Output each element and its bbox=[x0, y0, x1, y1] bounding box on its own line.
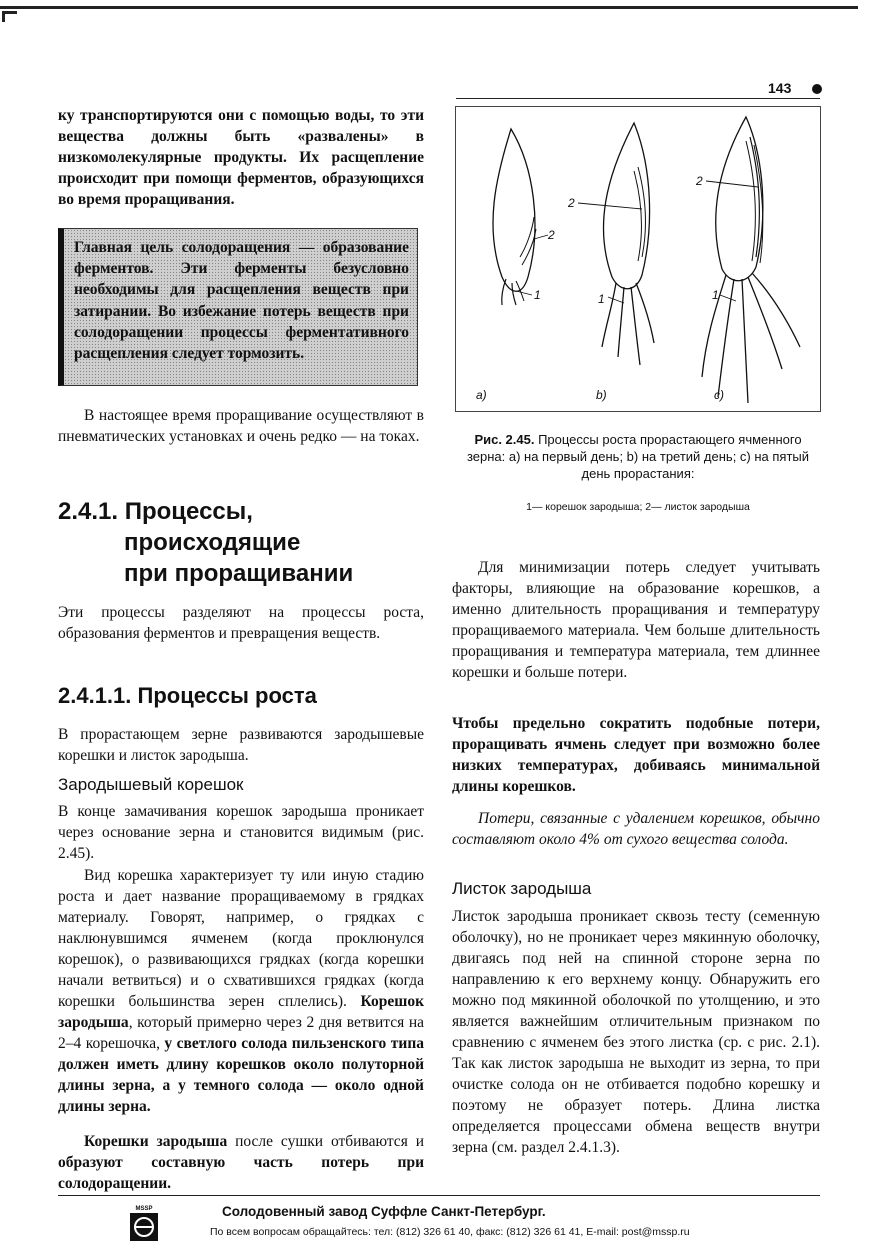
figure-caption-text: Процессы роста прорастающего ячменного зерна: a) на первый день; b) на третий день; c) на пятый день прорастания: bbox=[466, 432, 810, 481]
label-rootlet-c: 1 bbox=[712, 288, 719, 302]
section-title-line3: при проращивании bbox=[124, 560, 354, 587]
label-b: b) bbox=[596, 388, 607, 402]
label-rootlet-a: 1 bbox=[534, 288, 541, 302]
logo-text: MSSP bbox=[135, 1206, 153, 1212]
rootlet-paragraph-2 bbox=[58, 865, 424, 1117]
footer-contacts: По всем вопросам обращайтесь: тел: (812) 326 61 40, факс: (812) 326 61 41, E-mail: post@mssp.ru bbox=[210, 1226, 690, 1238]
label-a: a) bbox=[476, 388, 487, 402]
section-heading bbox=[58, 496, 438, 589]
top-rule bbox=[0, 6, 858, 9]
label-rootlet-b: 1 bbox=[598, 292, 605, 306]
section-title-line1: Процессы, bbox=[124, 498, 253, 525]
grain-day-3 bbox=[602, 123, 654, 365]
figure-caption bbox=[456, 431, 820, 482]
label-leaf-b: 2 bbox=[568, 196, 575, 210]
corner-mark bbox=[2, 11, 17, 22]
barley-growth-illustration bbox=[456, 107, 820, 411]
pneumatic-paragraph: В настоящее время проращивание осуществляют в пневматических установках и очень редко — на токах. bbox=[58, 407, 424, 445]
page-number: 143 bbox=[768, 80, 792, 96]
page-number-bullet bbox=[812, 84, 822, 94]
section-intro: Эти процессы разделяют на процессы роста, образования ферментов и превращения веществ. bbox=[58, 604, 424, 642]
label-leaf-a: 2 bbox=[548, 228, 555, 242]
header-rule bbox=[456, 98, 820, 99]
leaf-paragraph: Листок зародыша проникает сквозь тесту (семенную оболочку), но не проникает через мякинную оболочку, двигаясь под ней на спинной стороне зерна по направлению к его верхнему концу. Обнаружить его можно под мякинной оболочкой по утолщению, и это является важнейшим отличительным признаком по сравнению с ячменем без этого листка (ср. с рис. 2.1). Так как листок зародыша не выходит из зерна, то при очистке солода он не отбивается подобно корешку и поэтому не образует потерь. Длина листка определяется процессами обмена веществ внутри зерна (см. раздел 2.4.1.3). bbox=[452, 908, 820, 1156]
rootlet-paragraph-1: В конце замачивания корешок зародыша проникает через основание зерна и становится видимым (рис. 2.45). bbox=[58, 803, 424, 862]
intro-paragraph: ку транспортируются они с помощью воды, то эти вещества должны быть «развалены» в низкомолекулярные продукты. Их расщепление происходит при помощи ферментов, образующихся во время проращивания. bbox=[58, 107, 424, 208]
rootlet-p3-bold-term: Корешки зародыша bbox=[84, 1133, 228, 1150]
footer-rule bbox=[58, 1195, 820, 1196]
rootlet-p2-bold-term: Корешок зародыша bbox=[58, 993, 424, 1031]
rootlet-p2-bold-statement: у светлого солода пильзенского типа должен иметь длину корешков около полуторной длины зерна, а у темного солода — около одной длины зерна. bbox=[58, 1035, 424, 1115]
rootlet-p2-text: Вид корешка характеризует ту или иную стадию роста и дает название проращиваемому в грядках материалу. Говорят, например, о грядках с наклюнувшимся ячменем (когда проклюнулся корешок), о развивающихся грядках (когда корешки начали ветвиться) и о схватившихся грядках (когда корешки большинства зерен сплелись). bbox=[58, 867, 424, 1010]
section-title-line2: происходящие bbox=[124, 529, 301, 556]
leaf-heading: Листок зародыша bbox=[452, 879, 592, 898]
subsection-intro: В прорастающем зерне развиваются зародышевые корешки и листок зародыша. bbox=[58, 726, 424, 764]
grain-day-1 bbox=[493, 129, 536, 305]
grain-day-5 bbox=[702, 117, 800, 403]
subsection-heading: 2.4.1.1. Процессы роста bbox=[58, 683, 317, 708]
label-c: c) bbox=[714, 388, 724, 402]
rootlet-p2-text-2: , который примерно через 2 дня ветвится на 2–4 корешочка, bbox=[58, 1014, 424, 1052]
losses-paragraph: Для минимизации потерь следует учитывать факторы, влияющие на образование корешков, а именно длительность проращивания и температуру проращиваемого материала. Чем больше длительность проращивания и температура материала, тем длиннее корешки и больше потери. bbox=[452, 559, 820, 681]
label-leaf-c: 2 bbox=[696, 174, 703, 188]
mssp-logo-icon bbox=[128, 1204, 160, 1242]
highlight-box bbox=[58, 228, 418, 386]
minimize-rootlets-paragraph: Чтобы предельно сократить подобные потери, проращивать ячмень следует при возможно более низких температурах, добиваясь минимальной длины корешков. bbox=[452, 715, 820, 795]
rootlet-heading: Зародышевый корешок bbox=[58, 775, 244, 794]
figure-caption-label: Рис. 2.45. bbox=[474, 432, 535, 447]
section-number: 2.4.1. bbox=[58, 498, 119, 525]
rootlet-p3-bold-statement: образуют составную часть потерь при солодоращении. bbox=[58, 1154, 424, 1192]
footer-company: Солодовенный завод Суффле Санкт-Петербург. bbox=[222, 1204, 546, 1219]
rootlet-paragraph-3 bbox=[58, 1131, 424, 1194]
figure-legend: 1— корешок зародыша; 2— листок зародыша bbox=[526, 501, 750, 513]
highlight-text: Главная цель солодоращения — образование ферментов. Эти ферменты безусловно необходимы для расщепления веществ при затирании. Во избежание потерь веществ при солодоращении процессы ферментативного расщепления следует тормозить. bbox=[74, 239, 409, 363]
rootlet-losses-paragraph: Потери, связанные с удалением корешков, обычно составляют около 4% от сухого вещества солода. bbox=[452, 810, 820, 848]
rootlet-p3-text: после сушки отбиваются и bbox=[227, 1133, 424, 1150]
figure-frame bbox=[455, 106, 821, 412]
